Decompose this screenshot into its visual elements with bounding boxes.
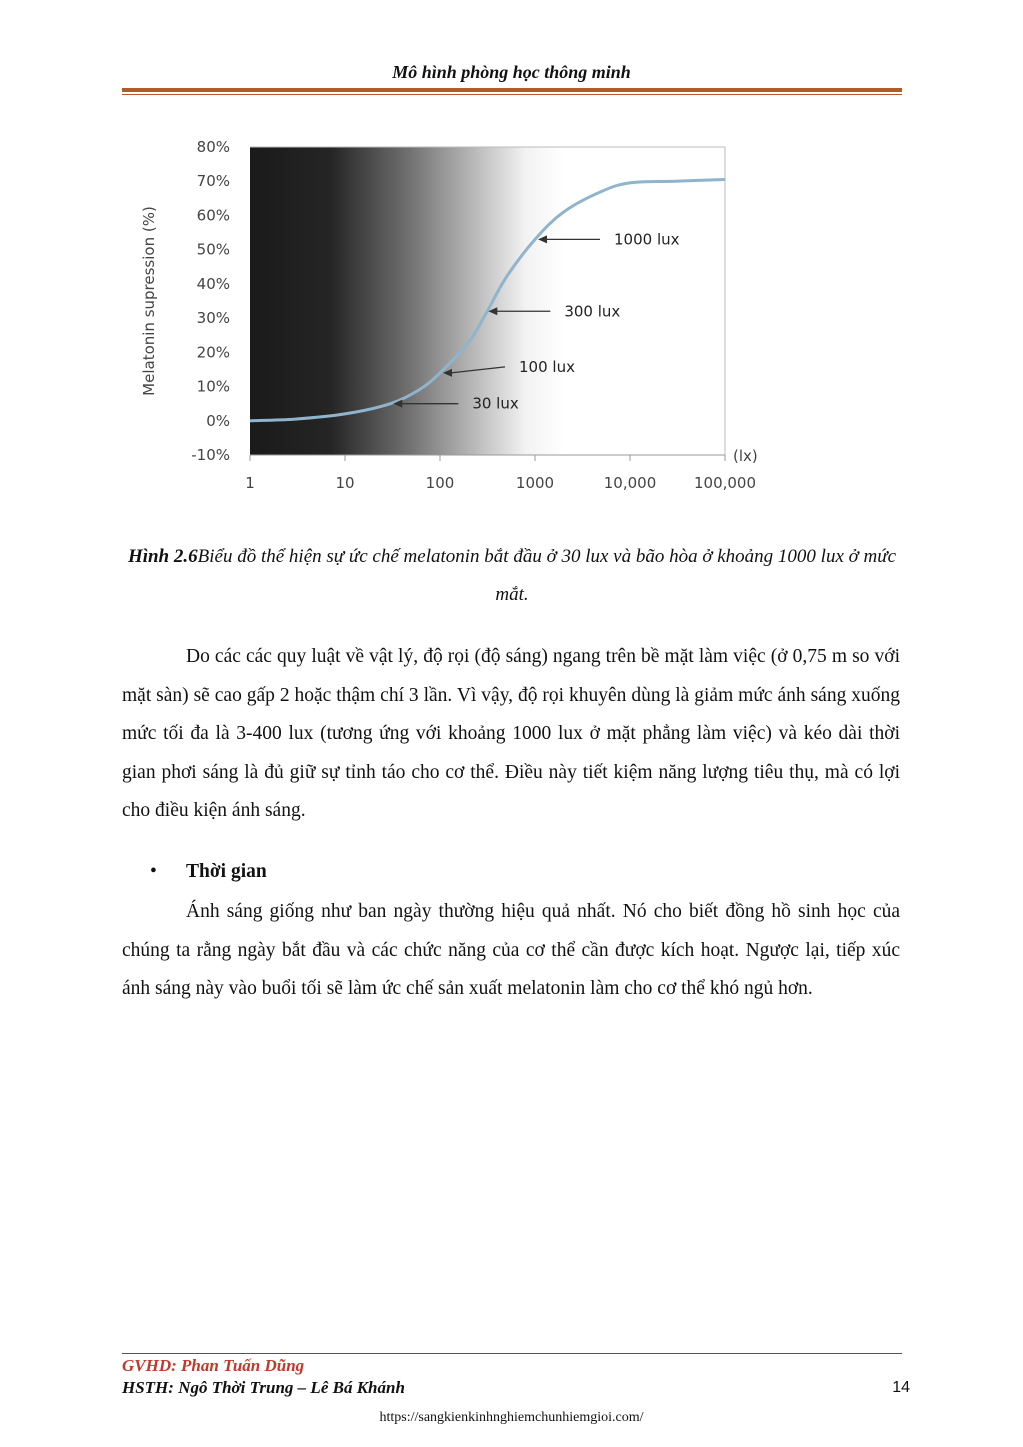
paragraph-2-text: Ánh sáng giống như ban ngày thường hiệu quả nhất. Nó cho biết đồng hồ sinh học của chúng ta rằng ngày bắt đầu và các chức năng của cơ thể cần được kích hoạt. Ngược lại, tiếp xúc ánh sáng này vào buổi tối sẽ làm ức chế sản xuất melatonin làm cho cơ thể khó ngủ hơn. — [122, 901, 900, 999]
y-tick-label: 30% — [196, 309, 230, 328]
y-tick-label: 70% — [196, 172, 230, 191]
annotation-label: 100 lux — [519, 357, 575, 376]
page-number: 14 — [892, 1379, 910, 1396]
bullet-time — [150, 856, 267, 888]
annotation-label: 300 lux — [564, 302, 621, 321]
figure-caption — [122, 538, 902, 614]
x-tick-label: 100,000 — [693, 474, 757, 492]
header-rule-thin — [122, 94, 902, 95]
footer-students: HSTH: Ngô Thời Trung – Lê Bá Khánh — [122, 1378, 405, 1397]
x-tick-label: 10 — [335, 474, 355, 492]
y-tick-label: 60% — [196, 206, 230, 225]
footer-url[interactable]: https://sangkienkinhnghiemchunhiemgioi.com/ — [379, 1410, 644, 1425]
annotation-label: 1000 lux — [614, 230, 680, 249]
x-tick-label: 1000 — [515, 474, 555, 492]
x-tick-label: 1 — [245, 474, 255, 492]
figure-label: Hình 2.6 — [127, 546, 198, 567]
header-rule — [122, 88, 902, 92]
y-tick-label: 20% — [196, 343, 230, 362]
y-tick-label: 80% — [196, 138, 230, 156]
y-tick-label: -10% — [191, 446, 230, 464]
figure-caption-text: Biểu đồ thể hiện sự ức chế melatonin bắt đầu ở 30 lux và bão hòa ở khoảng 1000 lux ở mức mắt. — [197, 546, 897, 605]
bullet-dot: • — [150, 861, 157, 882]
paragraph-1 — [122, 638, 900, 831]
paragraph-2 — [122, 893, 900, 1009]
y-tick-label: 50% — [196, 240, 230, 259]
header-title: Mô hình phòng học thông minh — [392, 62, 631, 82]
y-tick-label: 10% — [196, 377, 230, 396]
bullet-heading: Thời gian — [186, 861, 267, 882]
x-axis-unit: (lx) — [733, 447, 758, 465]
paragraph-1-text: Do các các quy luật về vật lý, độ rọi (độ sáng) ngang trên bề mặt làm việc (ở 0,75 m so với mặt sàn) sẽ cao gấp 2 hoặc thậm chí 3 lần. Vì vậy, độ rọi khuyên dùng là giảm mức ánh sáng xuống mức tối đa là 3-400 lux (tương ứng với khoảng 1000 lux ở mặt phẳng làm việc) và kéo dài thời gian phơi sáng là đủ giữ sự tỉnh táo cho cơ thể. Điều này tiết kiệm năng lượng tiêu thụ, mà có lợi cho điều kiện ánh sáng. — [122, 646, 900, 821]
x-tick-label: 100 — [425, 474, 455, 492]
annotation-label: 30 lux — [472, 394, 519, 413]
footer-advisor: GVHD: Phan Tuấn Dũng — [122, 1356, 305, 1375]
y-axis-title: Melatonin supression (%) — [140, 206, 158, 396]
y-tick-label: 40% — [196, 274, 230, 293]
footer-rule — [122, 1353, 902, 1354]
x-tick-label: 10,000 — [603, 474, 657, 492]
y-tick-label: 0% — [206, 411, 230, 430]
melatonin-chart — [130, 120, 790, 505]
